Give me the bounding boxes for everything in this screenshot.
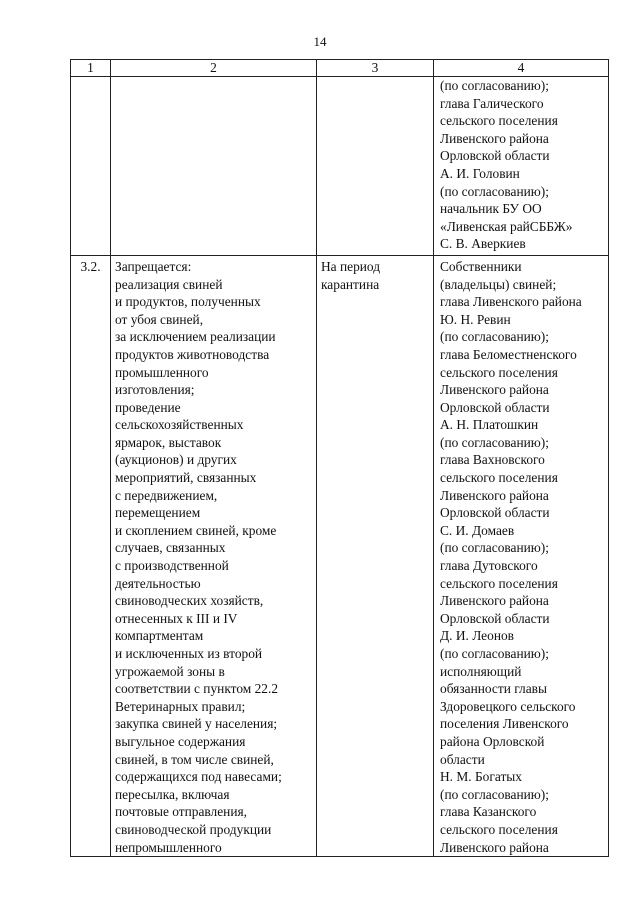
measure-text: Запрещается: реализация свиней и продуктов, полученных от убоя свиней, за исключением реализации продуктов животноводства промышленного изготовления; проведение сельскохозяйственных ярмарок, выставок (аукционов) и других мероприятий, связанных с передвижением, перемещением и скоплением свиней, кроме случаев, связанных с производственной деятельностью свиноводческих хозяйств, отнесенных к III и IV компартментам и исключенных из второй угрожаемой зоны в соответствии с пунктом 22.2 Ветеринарных правил; закупка свиней у населения; выгульное содержания свиней, в том числе свиней, содержащихся под навесами; пересылка, включая почтовые отправления, свиноводческой продукции непромышленного bbox=[111, 255, 317, 856]
table-row bbox=[71, 77, 609, 256]
table-row bbox=[71, 255, 609, 856]
measure-text bbox=[111, 77, 317, 256]
row-number: 3.2. bbox=[71, 255, 111, 856]
header-col-3: 3 bbox=[317, 60, 434, 77]
period-text: На период карантина bbox=[317, 255, 434, 856]
header-col-1: 1 bbox=[71, 60, 111, 77]
page-number: 14 bbox=[313, 34, 327, 49]
responsible-text: Собственники (владельцы) свиней; глава Ливенского района Ю. Н. Ревин (по согласованию); глава Беломестненского сельского поселения Ливенского района Орловской области А. Н. Платошкин (по согласованию); глава Вахновского сельского поселения Ливенского района Орловской области С. И. Домаев (по согласованию); глава Дутовского сельского поселения Ливенского района Орловской области Д. И. Леонов (по согласованию); исполняющий обязанности главы Здоровецкого сельского поселения Ливенского района Орловской области Н. М. Богатых (по согласованию); глава Казанского сельского поселения Ливенского района bbox=[434, 255, 609, 856]
responsible-text: (по согласованию); глава Галического сельского поселения Ливенского района Орловской области А. И. Головин (по согласованию); начальник БУ ОО «Ливенская райСББЖ» С. В. Аверкиев bbox=[434, 77, 609, 256]
header-col-2: 2 bbox=[111, 60, 317, 77]
measures-table bbox=[70, 59, 609, 857]
row-number bbox=[71, 77, 111, 256]
header-col-4: 4 bbox=[434, 60, 609, 77]
table-header-row bbox=[71, 60, 609, 77]
period-text bbox=[317, 77, 434, 256]
